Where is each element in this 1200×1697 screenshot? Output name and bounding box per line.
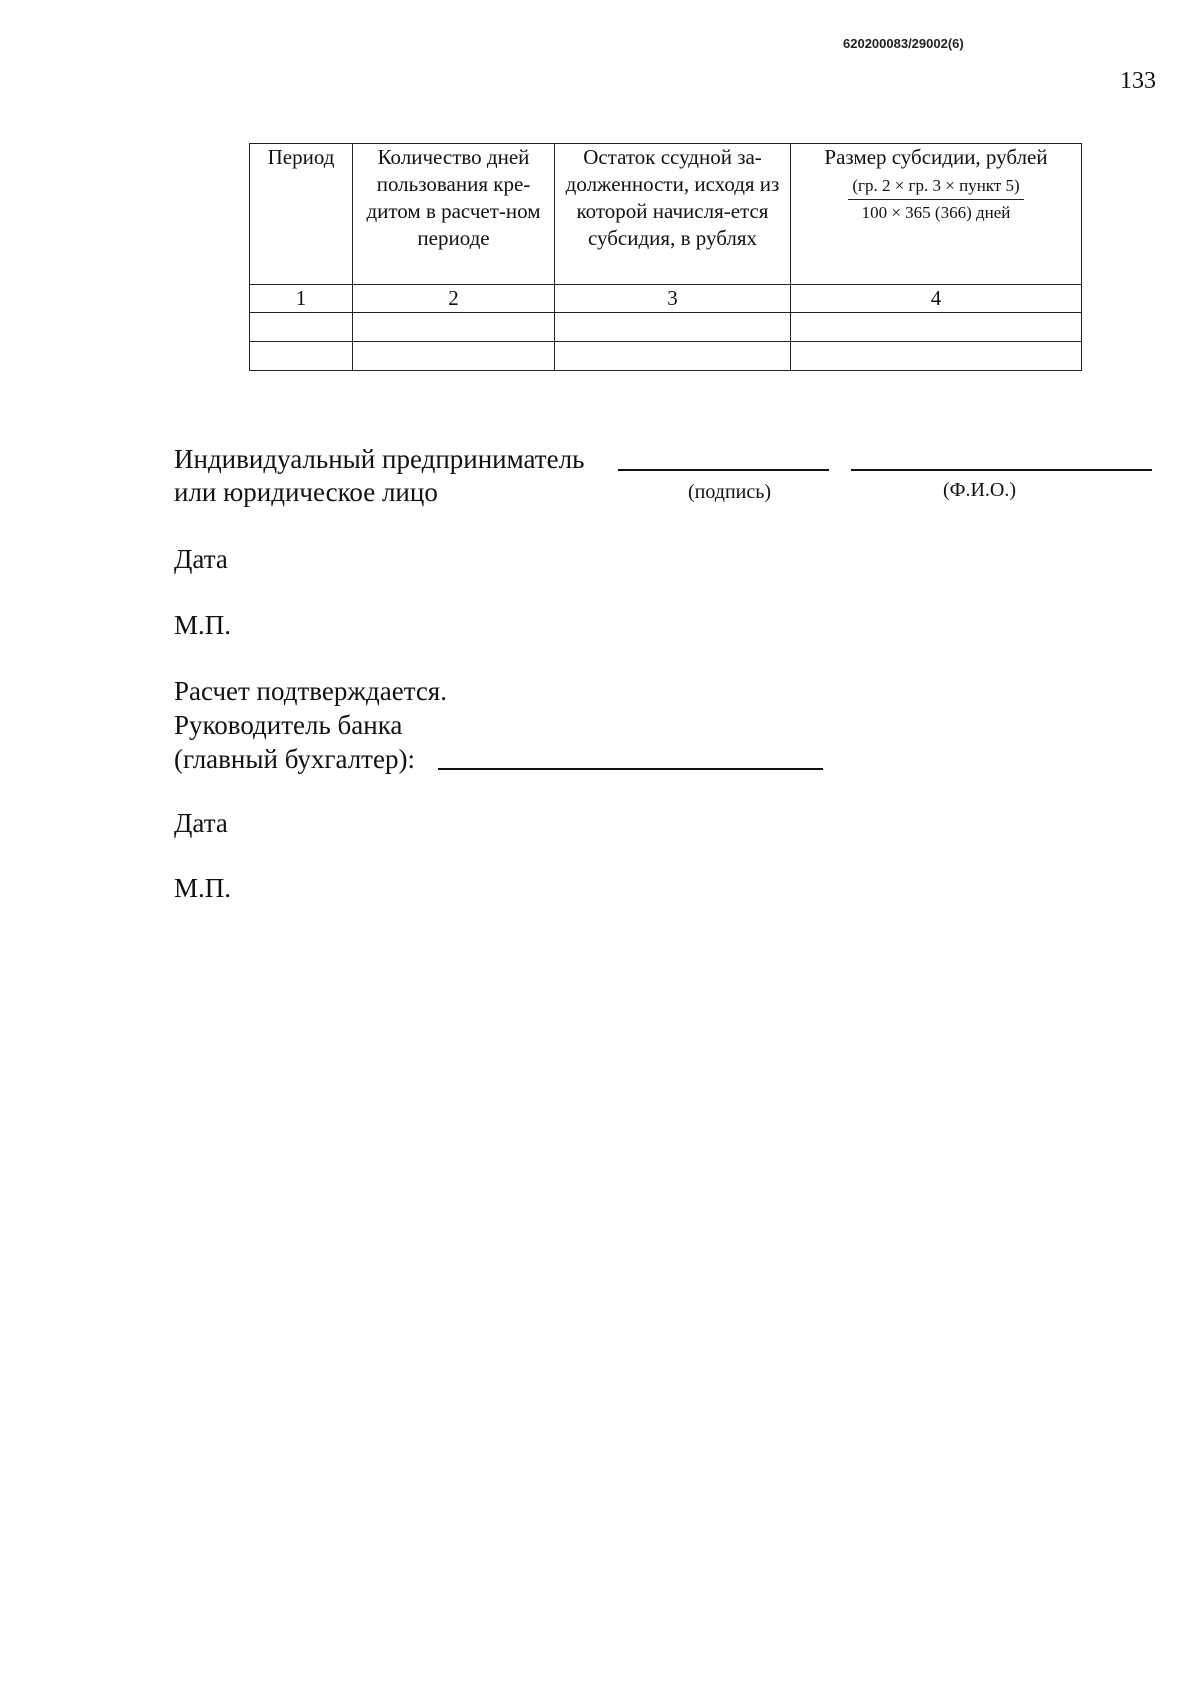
column-header: Остаток ссудной за-долженности, исходя из которой начисля-ется субсидия, в рублях — [555, 144, 791, 285]
formula-numerator: (гр. 2 × гр. 3 × пункт 5) — [848, 173, 1023, 200]
table-cell[interactable] — [353, 342, 555, 371]
document-code: 620200083/29002(6) — [843, 36, 964, 51]
column-number: 1 — [250, 285, 353, 313]
bank-head-label: Руководитель банка — [174, 710, 403, 740]
table-cell[interactable] — [250, 342, 353, 371]
table-cell[interactable] — [791, 313, 1082, 342]
bank-date-label: Дата — [174, 808, 228, 838]
bank-stamp-label: М.П. — [174, 873, 232, 903]
page-number: 133 — [1120, 68, 1156, 94]
table-header-row — [250, 144, 1082, 285]
column-number: 2 — [353, 285, 555, 313]
table-cell[interactable] — [555, 342, 791, 371]
table-cell[interactable] — [791, 342, 1082, 371]
column-header-subsidy — [791, 144, 1082, 285]
table-row — [250, 342, 1082, 371]
column-number-row — [250, 285, 1082, 313]
table-cell[interactable] — [250, 313, 353, 342]
column-number: 3 — [555, 285, 791, 313]
column-header: Количество дней пользования кре-дитом в расчет-ном периоде — [353, 144, 555, 285]
table-cell[interactable] — [555, 313, 791, 342]
table-row — [250, 313, 1082, 342]
legal-entity-label: или юридическое лицо — [174, 477, 438, 507]
date-label: Дата — [174, 544, 228, 574]
signature-line[interactable] — [618, 469, 829, 471]
signature-caption: (подпись) — [688, 481, 772, 503]
stamp-label: М.П. — [174, 610, 232, 640]
entrepreneur-label: Индивидуальный предприниматель — [174, 444, 585, 474]
confirmation-text: Расчет подтверждается. — [174, 676, 447, 706]
name-caption: (Ф.И.О.) — [943, 479, 1017, 501]
bank-signature-line[interactable] — [438, 768, 823, 770]
chief-accountant-label: (главный бухгалтер): — [174, 744, 415, 774]
column-number: 4 — [791, 285, 1082, 313]
table-cell[interactable] — [353, 313, 555, 342]
subsidy-formula — [848, 173, 1023, 226]
name-line[interactable] — [851, 469, 1152, 471]
column-header: Размер субсидии, рублей — [824, 145, 1048, 169]
subsidy-calculation-table — [249, 143, 1082, 371]
formula-denominator: 100 × 365 (366) дней — [861, 203, 1011, 222]
column-header: Период — [250, 144, 353, 285]
